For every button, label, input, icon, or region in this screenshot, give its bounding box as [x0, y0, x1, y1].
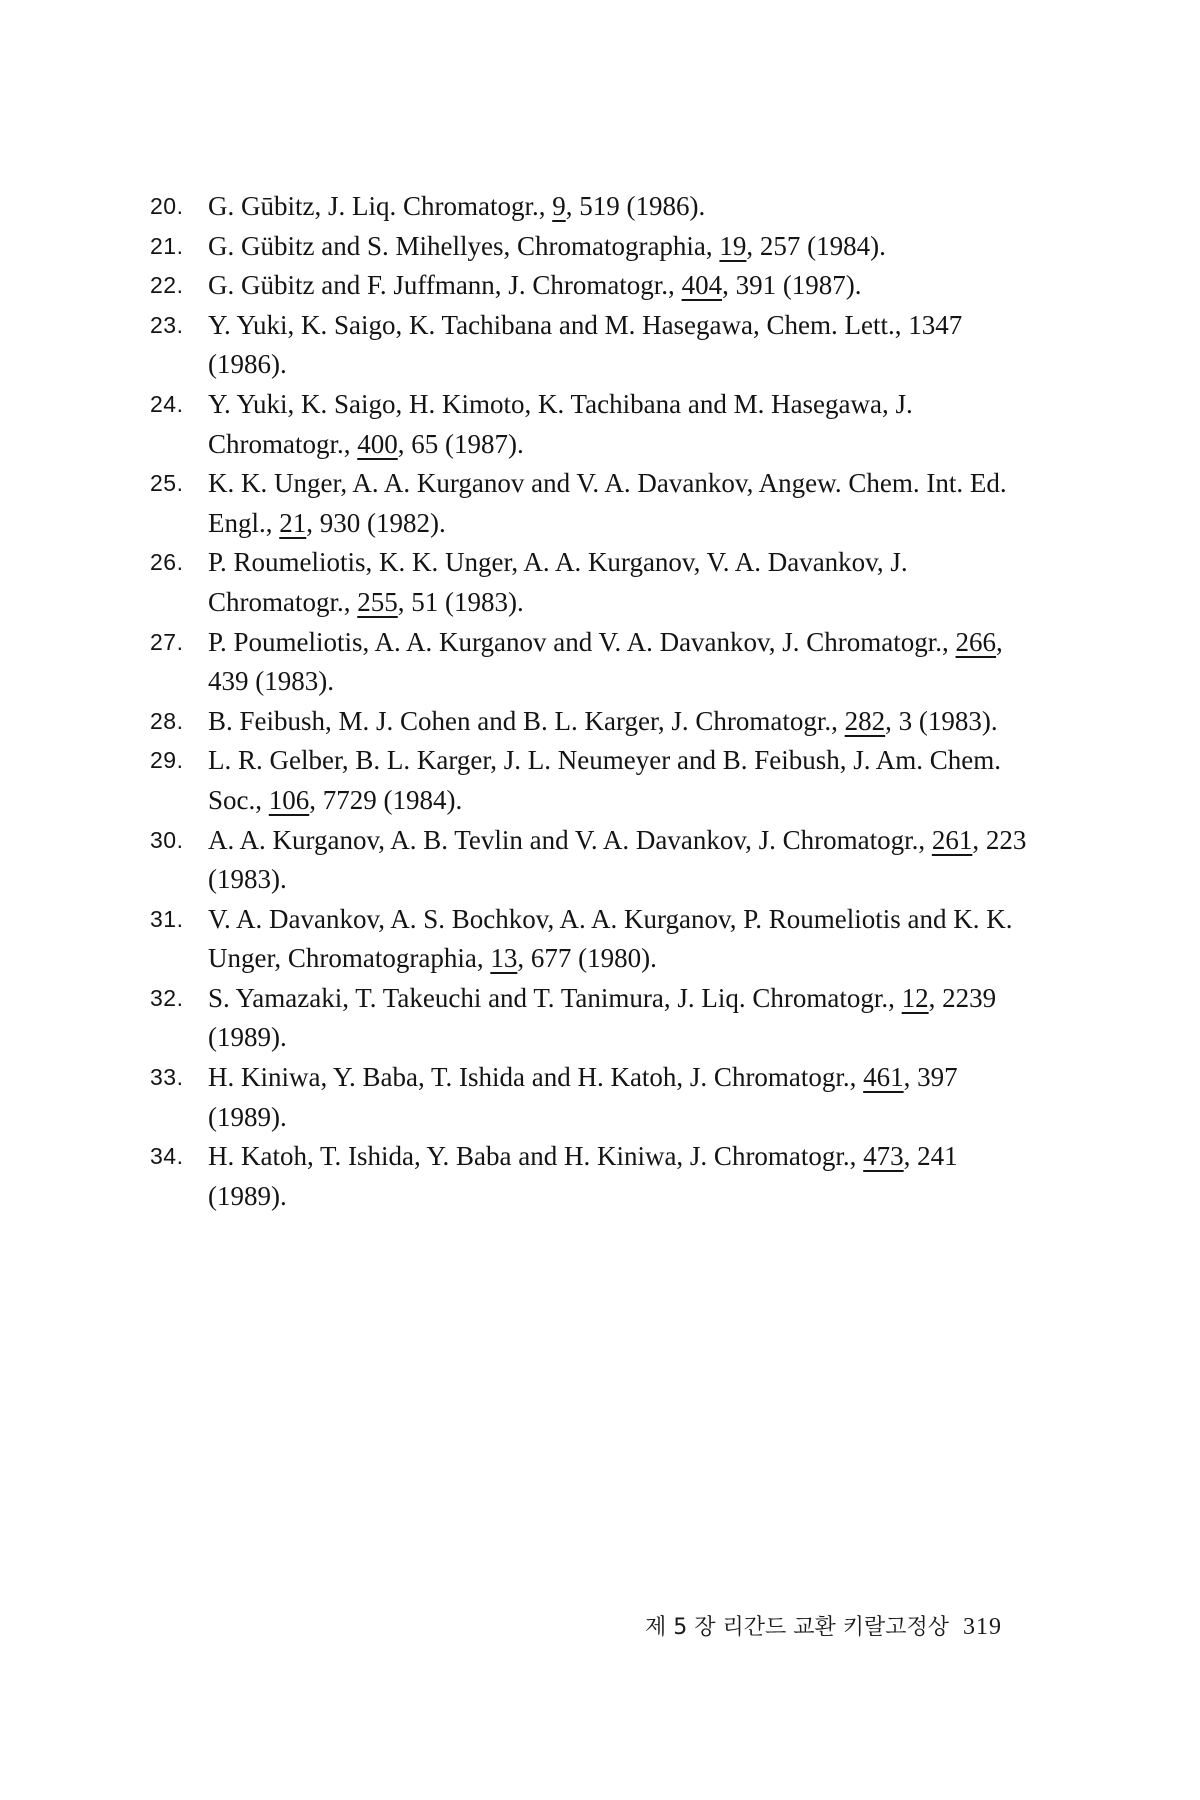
reference-pages: , 3 (1983). — [885, 705, 998, 736]
reference-item — [150, 306, 1030, 385]
reference-pages: , 2239 (1989). — [208, 982, 997, 1053]
reference-pages: , 519 (1986). — [565, 191, 706, 221]
page-footer — [645, 1610, 1002, 1641]
reference-number: 31. — [150, 905, 184, 932]
reference-text: K. K. Unger, A. A. Kurganov and V. A. Davankov, Angew. Chem. Int. Ed. Engl., — [208, 468, 1007, 538]
reference-number: 23. — [150, 311, 184, 338]
reference-number: 34. — [150, 1143, 184, 1170]
reference-pages: , 65 (1987). — [397, 428, 524, 459]
reference-text: A. A. Kurganov, A. B. Tevlin and V. A. Davankov, J. Chromatogr., — [208, 824, 932, 855]
reference-pages: , 391 (1987). — [722, 270, 862, 301]
reference-pages: , 241 (1989). — [208, 1141, 958, 1211]
reference-number: 25. — [150, 470, 184, 497]
reference-item — [150, 385, 1030, 464]
reference-item — [150, 623, 1030, 702]
reference-pages: , 439 (1983). — [208, 626, 1003, 697]
reference-number: 29. — [150, 747, 184, 774]
reference-item — [150, 1058, 1030, 1137]
reference-item — [150, 741, 1030, 820]
reference-number: 26. — [150, 549, 184, 576]
reference-pages: , 51 (1983). — [397, 586, 524, 617]
reference-volume: 13 — [490, 943, 518, 974]
reference-list — [150, 187, 1030, 1216]
reference-text: Y. Yuki, K. Saigo, H. Kimoto, K. Tachibana and M. Hasegawa, J. Chromatogr., — [208, 388, 913, 459]
reference-item — [150, 187, 1030, 227]
reference-volume: 461 — [863, 1062, 904, 1093]
reference-volume: 21 — [279, 507, 307, 538]
reference-text: H. Katoh, T. Ishida, Y. Baba and H. Kiniwa, J. Chromatogr., — [208, 1141, 864, 1172]
reference-text: G. Gūbitz, J. Liq. Chromatogr., — [208, 191, 553, 221]
reference-item — [150, 543, 1030, 622]
reference-number: 33. — [150, 1064, 184, 1091]
reference-item — [150, 900, 1030, 979]
reference-number: 21. — [150, 232, 184, 259]
reference-volume: 106 — [268, 784, 310, 815]
reference-text: G. Gübitz and F. Juffmann, J. Chromatogr., — [208, 270, 682, 301]
reference-number: 22. — [150, 272, 184, 299]
reference-pages: , 257 (1984). — [746, 230, 886, 261]
reference-volume: 266 — [955, 626, 997, 657]
page-number: 319 — [963, 1614, 1002, 1640]
reference-number: 30. — [150, 826, 184, 853]
reference-item — [150, 1137, 1030, 1216]
reference-item — [150, 464, 1030, 543]
reference-text: P. Roumeliotis, K. K. Unger, A. A. Kurganov, V. A. Davankov, J. Chromatogr., — [208, 547, 908, 617]
reference-pages: , 223 (1983). — [208, 824, 1027, 895]
reference-number: 20. — [150, 193, 184, 219]
reference-number: 28. — [150, 707, 184, 734]
reference-number: 32. — [150, 984, 184, 1011]
reference-volume: 9 — [552, 191, 566, 221]
reference-pages: , 677 (1980). — [517, 943, 657, 974]
reference-text: B. Feibush, M. J. Cohen and B. L. Karger, J. Chromatogr., — [208, 705, 845, 736]
reference-item — [150, 979, 1030, 1058]
reference-text: V. A. Davankov, A. S. Bochkov, A. A. Kurganov, P. Roumeliotis and K. K. Unger, Chromatographia, — [208, 903, 1013, 974]
reference-volume: 282 — [844, 705, 886, 736]
reference-volume: 255 — [357, 586, 398, 617]
reference-volume: 473 — [863, 1141, 904, 1172]
reference-item — [150, 821, 1030, 900]
reference-item — [150, 266, 1030, 306]
reference-text: S. Yamazaki, T. Takeuchi and T. Tanimura, J. Liq. Chromatogr., — [208, 982, 902, 1013]
reference-volume: 261 — [931, 824, 973, 855]
reference-volume: 400 — [357, 428, 398, 459]
reference-text: L. R. Gelber, B. L. Karger, J. L. Neumeyer and B. Feibush, J. Am. Chem. Soc., — [208, 745, 1001, 815]
reference-item — [150, 227, 1030, 267]
reference-text: Y. Yuki, K. Saigo, K. Tachibana and M. Hasegawa, Chem. Lett., 1347 (1986). — [208, 309, 963, 380]
reference-volume: 404 — [681, 270, 723, 301]
reference-number: 24. — [150, 390, 184, 417]
reference-pages: , 7729 (1984). — [309, 784, 463, 815]
reference-pages: , 930 (1982). — [306, 507, 446, 538]
reference-text: G. Gübitz and S. Mihellyes, Chromatographia, — [208, 230, 720, 261]
reference-text: H. Kiniwa, Y. Baba, T. Ishida and H. Katoh, J. Chromatogr., — [208, 1062, 864, 1093]
reference-item — [150, 702, 1030, 742]
reference-volume: 12 — [901, 982, 929, 1013]
reference-number: 27. — [150, 628, 184, 655]
chapter-title: 제 5 장 리간드 교환 키랄고정상 — [645, 1615, 949, 1640]
reference-volume: 19 — [719, 230, 747, 261]
reference-text: P. Poumeliotis, A. A. Kurganov and V. A. Davankov, J. Chromatogr., — [208, 626, 956, 657]
reference-pages: , 397 (1989). — [208, 1062, 958, 1132]
